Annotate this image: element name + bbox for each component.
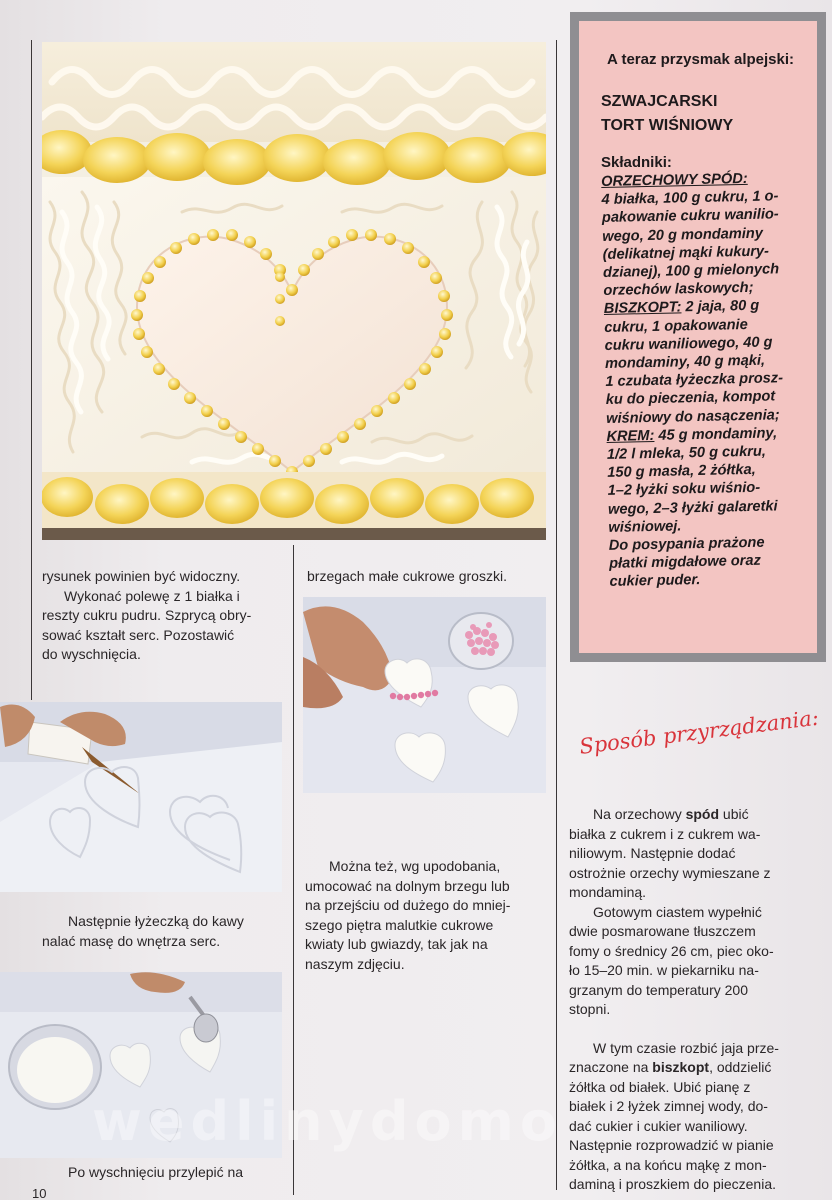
recipe-title-line: SZWAJCARSKI [601,93,718,110]
text-line: reszty cukru pudru. Szprycą obry- [42,607,252,623]
cake-heart-photo [42,42,546,540]
ingredient-line: ku do pieczenia, kompot [605,388,776,409]
text-line: żółtka od białek. Ubić pianę z [569,1078,751,1095]
recipe-intro: A teraz przysmak alpejski: [607,51,795,68]
ingredient-line: wego, 20 g mondaminy [602,225,764,245]
ingredient-line: Do posypania prażone [608,534,765,554]
ingredient-line: wego, 2–3 łyżki galaretki [607,498,778,518]
text-line: naszym zdjęciu. [305,955,405,972]
ingredient-line: mondaminy, 40 g mąki, [604,352,766,372]
ingredient-line: KREM: 45 g mondaminy, [606,425,778,445]
text-line: Można też, wg upodobania, [329,858,501,874]
column-rule-left [31,40,32,700]
text-line: do wyschnięcia. [42,646,141,662]
ingredient-section-heading: KREM: [606,427,655,445]
text-line: Po wyschnięciu przylepić na [68,1164,244,1180]
ingredient-line: 1/2 l mleka, 50 g cukru, [606,443,767,463]
ingredient-line: 1 czubata łyżeczka prosz- [605,370,784,391]
recipe-title-line: TORT WIŚNIOWY [601,117,734,134]
text-line: białek i 2 łyżek zimnej wody, do- [569,1098,768,1114]
ingredient-section-heading: BISZKOPT: [603,299,682,318]
recipe-box [570,12,826,662]
text-line: umocować na dolnym brzegu lub [305,877,510,894]
left-text-3 [68,1163,288,1183]
text-line: na przejściu od dużego do mniej- [305,897,511,913]
ingredient-line: wiśniowy do nasączenia; [605,406,780,427]
text-line: sować kształt serc. Pozostawić [42,626,235,643]
ingredient-line: pakowanie cukru wanilio- [601,206,779,227]
text-line: żółtka, a na końcu mąkę z mon- [569,1156,767,1173]
text-line: ło 15–20 min. w piekarniku na- [569,962,759,978]
text-line: Na orzechowy spód ubić [593,806,749,822]
text-line: mondaminą. [569,884,647,900]
sugar-pearls-photo [303,597,546,793]
ingredient-line: (delikatnej mąki kukury- [602,243,770,263]
method-text [569,805,824,1195]
ingredient-line: cukru, 1 opakowanie [604,316,748,336]
ingredient-line: BISZKOPT: 2 jaja, 80 g [603,298,760,318]
text-line: białka z cukrem i z cukrem wa- [569,825,761,842]
text-line: daminą i proszkiem do pieczenia. [569,1176,776,1192]
text-line: Następnie rozprowadzić w pianie [569,1137,774,1153]
text-line: Następnie łyżeczką do kawy [68,913,244,929]
ingredient-line: 4 białka, 100 g cukru, 1 o- [601,188,779,209]
ingredient-line: wiśniowej. [608,518,682,536]
ingredient-line: płatki migdałowe oraz [609,553,761,573]
middle-text-2 [305,857,550,974]
page-number: 10 [32,1186,47,1200]
text-line: znaczone na biszkopt, oddzielić [569,1059,772,1075]
recipe-title [601,90,805,138]
ingredients-list [601,169,814,592]
bold-term: biszkopt [652,1059,710,1075]
left-text-2 [42,912,287,951]
middle-text-1 [307,567,552,587]
ingredients-heading: Składniki: [601,154,672,171]
text-line: grzanym do temperatury 200 [569,981,748,998]
text-line: stopni. [569,1001,611,1017]
text-line: rysunek powinien być widoczny. [42,568,241,584]
method-heading: Sposób przyrządzania: [578,705,821,759]
ingredient-line: 1–2 łyżki soku wiśnio- [607,480,761,500]
watermark: wedlinydomo [92,1090,563,1153]
text-line: Wykonać polewę z 1 białka i [64,587,240,604]
text-line: dać cukier i cukier waniliowy. [569,1117,748,1134]
ingredient-line: cukier puder. [609,572,701,591]
bold-term: spód [685,806,720,822]
column-rule-right [556,40,557,1190]
ingredient-line: orzechów laskowych; [603,280,754,300]
text-line: nalać masę do wnętrza serc. [42,932,221,949]
text-line: niliowym. Następnie dodać [569,845,736,861]
text-line: szego piętra malutkie cukrowe [305,916,494,933]
left-text-1 [42,567,287,665]
ingredient-line: 150 g masła, 2 żółtka, [607,462,756,482]
text-line: kwiaty lub gwiazdy, tak jak na [305,936,488,952]
text-line: W tym czasie rozbić jaja prze- [593,1039,779,1056]
text-line: Gotowym ciastem wypełnić [593,903,762,920]
ingredient-section-heading: ORZECHOWY SPÓD: [601,170,748,190]
text-line: dwie posmarowane tłuszczem [569,923,756,939]
text-line: fomy o średnicy 26 cm, piec oko- [569,942,774,959]
text-line: brzegach małe cukrowe groszki. [307,568,507,584]
text-line: ostrożnie orzechy wymieszane z [569,864,771,881]
piping-hearts-photo [0,702,282,892]
recipe-box-inner [579,21,817,653]
ingredient-line: dzianej), 100 g mielonych [602,261,780,281]
ingredient-line: cukru waniliowego, 40 g [604,334,773,354]
